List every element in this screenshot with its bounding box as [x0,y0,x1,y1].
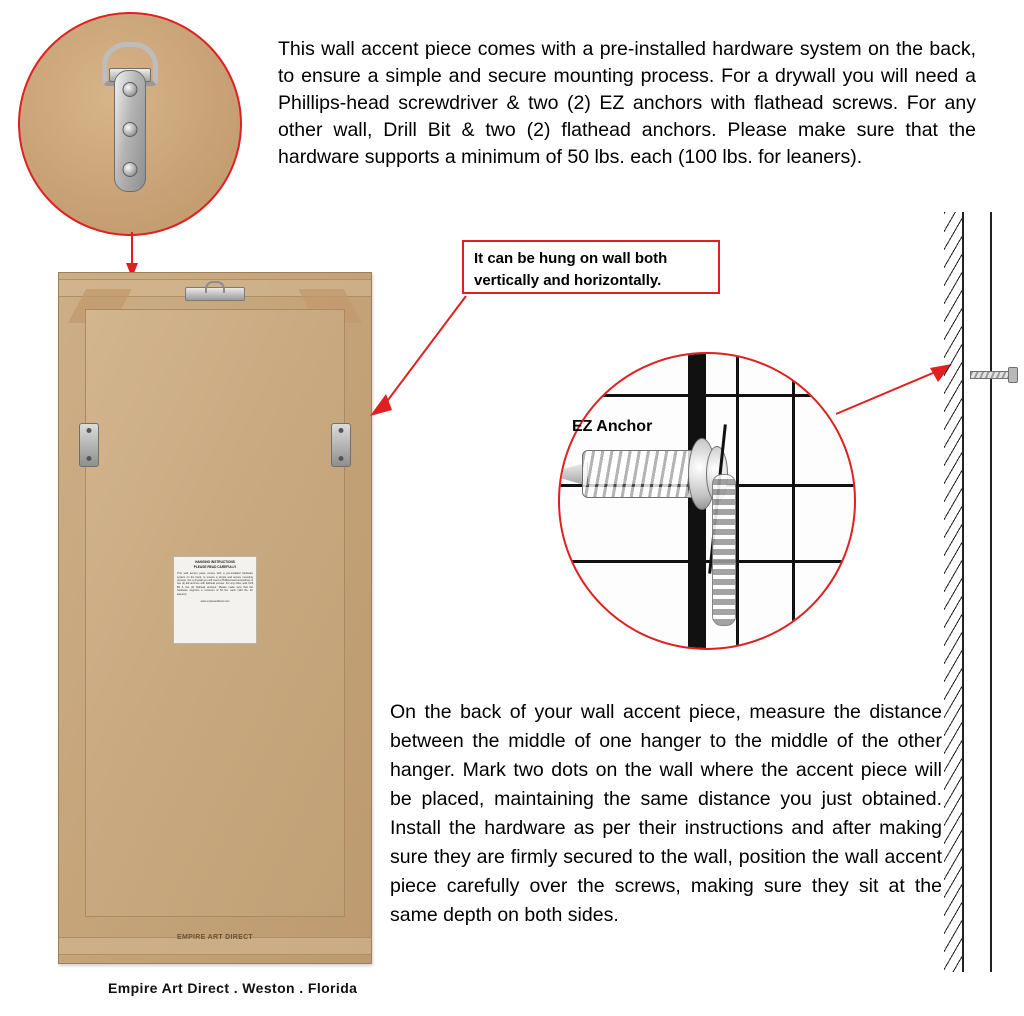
left-side-hanger [79,423,99,467]
sticker-subtitle: PLEASE READ CAREFULLY [193,564,237,569]
hanging-instructions-sticker [173,556,257,644]
wall-line [560,394,854,397]
art-piece-back-panel [58,272,372,964]
sticker-body: This wall accent piece comes with a pre-installed hardware system on the back, to ensure a simple and secure mounting process. For a drywall you will need a Phillips-head screwdriver & two (2) EZ anchors with flathead screws. For any other wall, Drill Bit & two (2) flathead anchors. Please make sure that the hardware supports a minimum of 50 lbs. each (100 lbs. for leaners). [177,572,253,596]
ez-anchor-label: EZ Anchor [572,418,653,435]
top-hanger [185,287,245,301]
top-instruction-paragraph: This wall accent piece comes with a pre-installed hardware system on the back, to ensure a simple and secure mounting process. For a drywall you will need a Phillips-head screwdriver & two (2) EZ anchors with flathead screws. For any other wall, Drill Bit & two (2) flathead anchors. Please make sure that the hardware supports a minimum of 50 lbs. each (100 lbs. for leaners). [278,38,976,168]
installed-screw [970,367,1014,381]
wall-line [560,560,854,563]
drywall-edge [736,354,739,648]
wall-face [962,212,992,972]
hanger-detail-magnifier [18,12,242,236]
hanger-zoom-group [108,34,152,194]
drywall-edge [792,354,795,648]
sticker-footer: www.empireartdirect.com [200,600,230,604]
bottom-instruction-paragraph: On the back of your wall accent piece, measure the distance between the middle of one hanger to the middle of the other hanger. Mark two dots on the wall where the accent piece will be placed, maintaining the same distance you just obtained. Install the hardware as per their instructions and after making sure they are firmly secured to the wall, position the wall accent piece carefully over the screws, making sure they sit at the same depth on both sides. [390,701,942,926]
panel-brand-logo: EMPIRE ART DIRECT [176,934,254,941]
arrow-anchor-to-wall [836,360,960,420]
footer-brand: Empire Art Direct . Weston . Florida [108,980,358,996]
orientation-callout-box [462,240,720,294]
sticker-title: HANGING INSTRUCTIONS [195,560,235,564]
anchor-cutaway-drawing [560,354,854,648]
screw-icon [123,82,138,97]
wall-cross-section [944,212,1012,972]
screw-head [1008,367,1018,383]
screw-icon [123,162,138,177]
screw-icon [123,122,138,137]
ez-anchor-magnifier [558,352,856,650]
screw-shaft [970,371,1012,379]
right-side-hanger [331,423,351,467]
orientation-callout-text: It can be hung on wall both vertically and horizontally. [474,250,668,289]
arrow-callout-to-board [366,292,472,416]
anchor-thread-coil [712,474,736,626]
ez-anchor-body [582,450,702,498]
wall-hatching [944,212,964,972]
